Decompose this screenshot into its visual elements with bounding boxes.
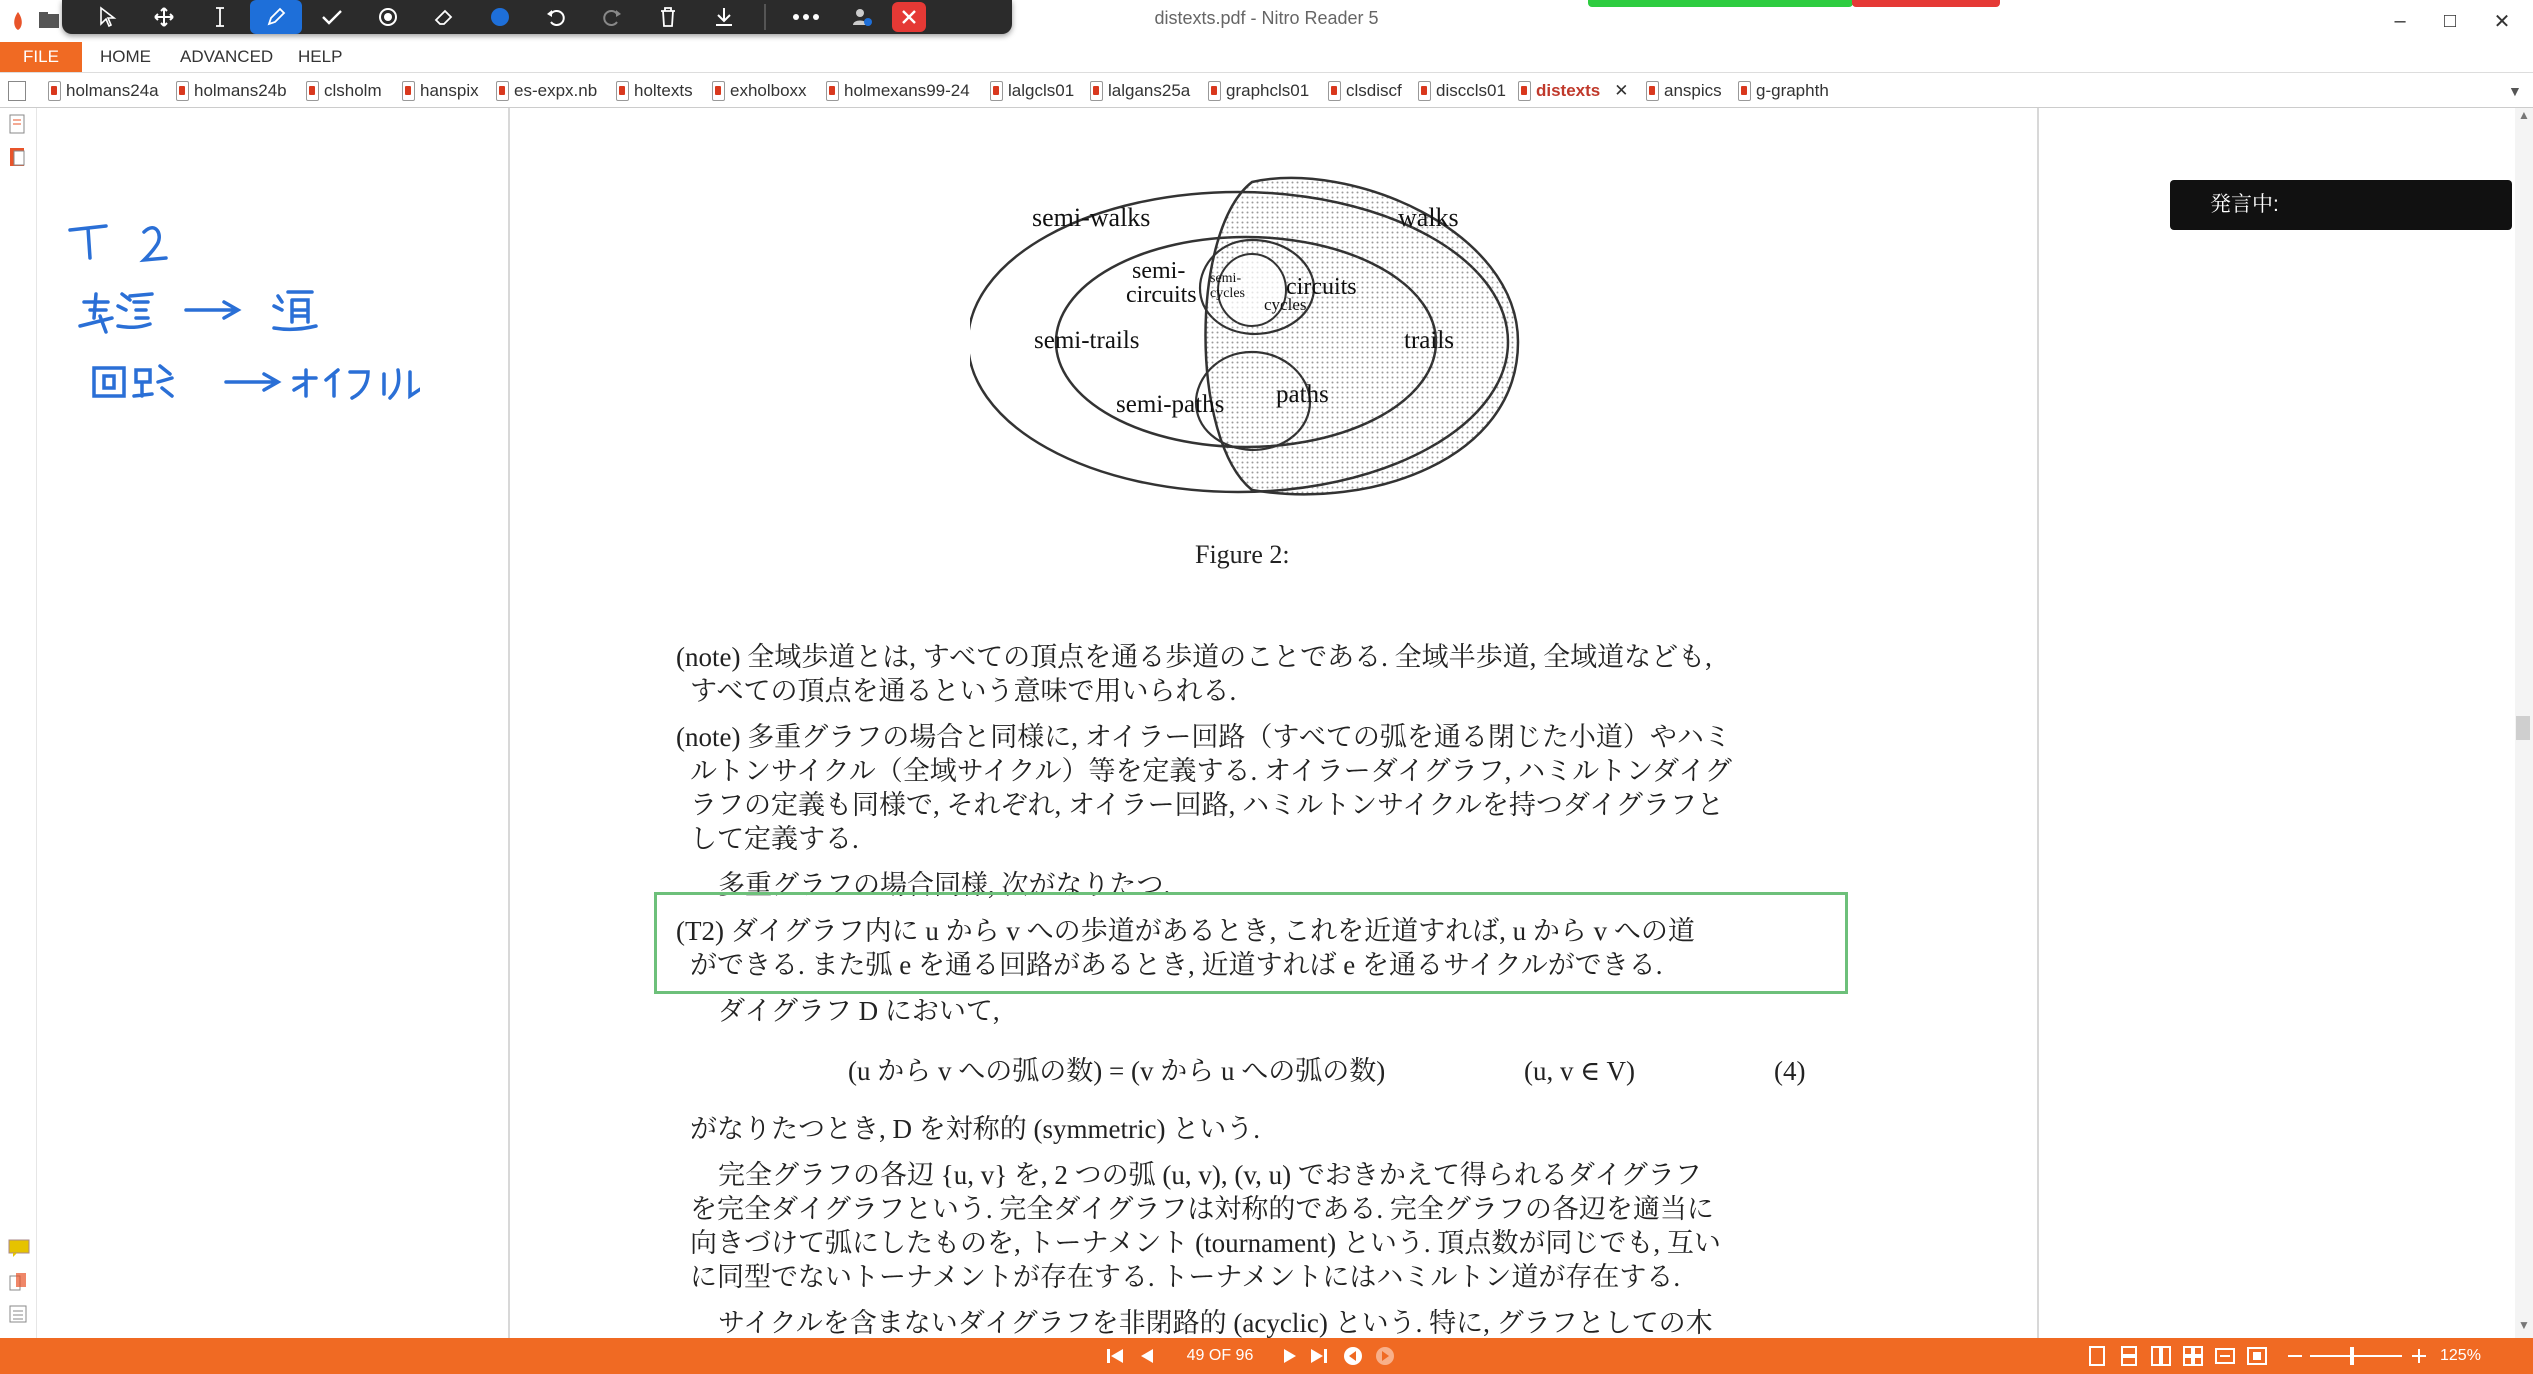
tab-clsholm[interactable]: [306, 79, 382, 103]
handwritten-notes: [60, 210, 420, 410]
redo-icon[interactable]: [586, 0, 638, 34]
zoom-level[interactable]: 125%: [2440, 1347, 2481, 1364]
pdf-file-icon: [1328, 81, 1341, 101]
menu-file[interactable]: FILE: [0, 42, 82, 72]
tab-graphcls01[interactable]: [1208, 79, 1309, 103]
first-page-icon[interactable]: [1102, 1342, 1128, 1370]
menu-advanced[interactable]: ADVANCED: [180, 47, 274, 66]
scrollbar-thumb[interactable]: [2516, 716, 2530, 740]
para-acyclic: サイクルを含まないダイグラフを非閉路的 (acyclic) という. 特に, グラフとしての木: [718, 1308, 1713, 1338]
fit-width-icon[interactable]: [2212, 1342, 2238, 1370]
label-paths: paths: [1276, 381, 1329, 408]
para-complete-line1: 完全グラフの各辺 {u, v} を, 2 つの弧 (u, v), (v, u) でおきかえて得られるダイグラフ: [718, 1160, 1702, 1190]
document-tab-bar: [0, 73, 2533, 108]
tab-label: anspics: [1664, 81, 1722, 100]
pen-tool-icon[interactable]: [250, 0, 302, 34]
download-icon[interactable]: [698, 0, 750, 34]
para-complete-line4: に同型でないトーナメントが存在する. トーナメントにはハミルトン道が存在する.: [690, 1262, 1681, 1292]
bookmark-page-icon[interactable]: [8, 114, 28, 134]
scroll-up-icon[interactable]: ▲: [2518, 108, 2530, 122]
pdf-file-icon: [826, 81, 839, 101]
meeting-stop-indicator[interactable]: [1852, 0, 2000, 7]
pdf-file-icon: [402, 81, 415, 101]
page-indicator[interactable]: 49 OF 96: [1186, 1347, 1254, 1364]
layers-panel-icon[interactable]: [8, 1304, 28, 1324]
tab-label: exholboxx: [730, 81, 807, 100]
zoom-slider-handle[interactable]: [2350, 1347, 2354, 1365]
zoom-slider-track[interactable]: [2310, 1355, 2402, 1357]
tab-label: es-expx.nb: [514, 81, 598, 100]
menu-help[interactable]: HELP: [298, 47, 343, 66]
label-semi-cycles-1: semi-: [1210, 271, 1242, 286]
pdf-file-icon: [712, 81, 725, 101]
left-sidebar-strip: [0, 108, 37, 1338]
single-page-view-icon[interactable]: [2084, 1342, 2110, 1370]
tab-anspics[interactable]: [1646, 79, 1722, 103]
para-complete-line2: を完全ダイグラフという. 完全ダイグラフは対称的である. 完全グラフの各辺を適当に: [690, 1194, 1714, 1224]
back-view-icon[interactable]: [1340, 1342, 1366, 1370]
tab-holtexts[interactable]: [616, 79, 693, 103]
meeting-speaking-indicator: [1588, 0, 1853, 7]
tab-lalgcls01[interactable]: [990, 79, 1074, 103]
note2-line3: ラフの定義も同様で, それぞれ, オイラー回路, ハミルトンサイクルを持つダイグラフと: [690, 790, 1724, 820]
tab-lalgans25a[interactable]: [1090, 79, 1190, 103]
label-semi-circuits-2: circuits: [1126, 282, 1197, 308]
forward-view-icon[interactable]: [1372, 1342, 1398, 1370]
ribbon-menu: [0, 42, 2533, 73]
equation-number: (4): [1774, 1056, 1806, 1086]
right-blank-panel: [2039, 108, 2515, 1338]
tab-label: distexts: [1536, 81, 1601, 100]
pan-tool-icon[interactable]: [138, 0, 190, 34]
tab-distexts[interactable]: [1518, 79, 1629, 103]
pdf-file-icon: [176, 81, 189, 101]
facing-view-icon[interactable]: [2148, 1342, 2174, 1370]
continuous-facing-view-icon[interactable]: [2180, 1342, 2206, 1370]
page-thumbnail-icon[interactable]: [8, 81, 26, 101]
user-share-icon[interactable]: [836, 0, 888, 34]
scroll-down-icon[interactable]: ▼: [2518, 1318, 2530, 1332]
close-toolbar-icon[interactable]: [892, 2, 926, 32]
zoom-in-icon[interactable]: [2406, 1342, 2432, 1370]
tab-label: hanspix: [420, 81, 479, 100]
checkmark-icon[interactable]: [306, 0, 358, 34]
pages-panel-icon[interactable]: [8, 146, 28, 166]
previous-page-icon[interactable]: [1134, 1342, 1160, 1370]
label-semi-trails: semi-trails: [1034, 327, 1140, 354]
tab-label: lalgans25a: [1108, 81, 1191, 100]
note1-line1: (note) 全域歩道とは, すべての頂点を通る歩道のことである. 全域半歩道, 全域道なども,: [676, 642, 1712, 672]
menu-home[interactable]: HOME: [100, 47, 151, 66]
close-window-button[interactable]: ✕: [2493, 10, 2511, 33]
para-complete-line3: 向きづけて弧にしたものを, トーナメント (tournament) という. 頂点数が同じでも, 互い: [690, 1228, 1721, 1258]
window-title: distexts.pdf - Nitro Reader 5: [1154, 8, 1379, 28]
tab-label: holmans24b: [194, 81, 287, 100]
label-semi-walks: semi-walks: [1032, 203, 1151, 232]
fit-page-icon[interactable]: [2244, 1342, 2270, 1370]
equation-main: (u から v への弧の数) = (v から u への弧の数): [848, 1056, 1386, 1086]
note2-line1: (note) 多重グラフの場合と同様に, オイラー回路（すべての弧を通る閉じた小道）やハミ: [676, 722, 1731, 752]
tab-disccls01[interactable]: [1418, 79, 1506, 103]
highlighter-tool-icon[interactable]: [362, 0, 414, 34]
tab-overflow-chevron-icon[interactable]: ▼: [2508, 83, 2522, 99]
para-symmetric: がなりたつとき, D を対称的 (symmetric) という.: [690, 1114, 1260, 1144]
para-multigraph: 多重グラフの場合同様, 次がなりたつ.: [718, 870, 1171, 900]
status-bar: [0, 1338, 2533, 1374]
label-semi-cycles-2: cycles: [1210, 286, 1245, 301]
theorem-t2-line2: ができる. また弧 e を通る回路があるとき, 近道すれば e を通るサイクルができる.: [690, 950, 1663, 980]
maximize-button[interactable]: □: [2443, 9, 2457, 32]
tab-g-graphth[interactable]: [1738, 79, 1829, 103]
tab-label: clsdiscf: [1346, 81, 1402, 100]
para-digraph: ダイグラフ D において,: [718, 996, 1000, 1026]
pdf-file-icon: [306, 81, 319, 101]
tab-label: holmans24a: [66, 81, 159, 100]
close-tab-icon[interactable]: ✕: [1614, 81, 1629, 100]
tab-holmans24a[interactable]: [48, 79, 159, 103]
pointer-tool-icon[interactable]: [82, 0, 134, 34]
label-circuits: circuits: [1286, 274, 1357, 300]
pdf-file-icon: [616, 81, 629, 101]
venn-diagram-figure: [970, 170, 1530, 510]
pdf-file-icon: [48, 81, 61, 101]
text-cursor-icon[interactable]: [194, 0, 246, 34]
continuous-view-icon[interactable]: [2116, 1342, 2142, 1370]
tab-holmans24b[interactable]: [176, 79, 287, 103]
pdf-file-icon: [1090, 81, 1103, 101]
label-walks: walks: [1398, 203, 1459, 232]
pdf-file-icon: [1646, 81, 1659, 101]
tab-label: disccls01: [1436, 81, 1506, 100]
pdf-file-icon: [1208, 81, 1221, 101]
pdf-file-icon: [990, 81, 1003, 101]
tab-hanspix[interactable]: [402, 79, 479, 103]
pdf-file-icon: [496, 81, 509, 101]
meeting-speaking-overlay: 発言中:: [2170, 180, 2512, 230]
tab-es-expx[interactable]: [496, 79, 597, 103]
last-page-icon[interactable]: [1306, 1342, 1332, 1370]
pdf-file-icon: [1418, 81, 1431, 101]
trash-icon[interactable]: [642, 0, 694, 34]
toolbar-separator: [764, 4, 766, 30]
comments-panel-icon[interactable]: [8, 1238, 28, 1258]
note1-line2: すべての頂点を通るという意味で用いられる.: [690, 676, 1237, 706]
label-semi-paths: semi-paths: [1116, 391, 1225, 418]
minimize-button[interactable]: –: [2394, 9, 2406, 32]
figure-caption: Figure 2:: [1195, 540, 1290, 569]
label-trails: trails: [1404, 327, 1454, 354]
attachments-panel-icon[interactable]: [8, 1272, 28, 1292]
zoom-out-icon[interactable]: [2282, 1342, 2308, 1370]
tab-label: clsholm: [324, 81, 382, 100]
tab-exholboxx[interactable]: [712, 79, 807, 103]
theorem-t2-line1: (T2) ダイグラフ内に u から v への歩道があるとき, これを近道すれば, u から v への道: [676, 916, 1695, 946]
tab-clsdiscf[interactable]: [1328, 79, 1402, 103]
tab-label: holmexans99-24: [844, 81, 970, 100]
tab-label: graphcls01: [1226, 81, 1310, 100]
color-picker-icon[interactable]: [474, 0, 526, 34]
undo-icon[interactable]: [530, 0, 582, 34]
equation-condition: (u, v ∈ V): [1524, 1056, 1635, 1086]
note2-line2: ルトンサイクル（全域サイクル）等を定義する. オイラーダイグラフ, ハミルトンダイグ: [690, 756, 1732, 786]
note2-line4: して定義する.: [690, 824, 859, 854]
label-semi-circuits-1: semi-: [1132, 258, 1186, 284]
next-page-icon[interactable]: [1278, 1342, 1302, 1370]
tab-label: g-graphth: [1756, 81, 1829, 100]
tab-label: holtexts: [634, 81, 693, 100]
pdf-file-icon: [1738, 81, 1751, 101]
label-cycles: cycles: [1264, 295, 1307, 314]
eraser-tool-icon[interactable]: [418, 0, 470, 34]
pdf-file-icon: [1518, 81, 1531, 101]
tab-label: lalgcls01: [1008, 81, 1075, 100]
pen-toolbar: [62, 0, 1012, 34]
more-options-icon[interactable]: [780, 0, 832, 34]
tab-holmexans99-24[interactable]: [826, 79, 970, 103]
